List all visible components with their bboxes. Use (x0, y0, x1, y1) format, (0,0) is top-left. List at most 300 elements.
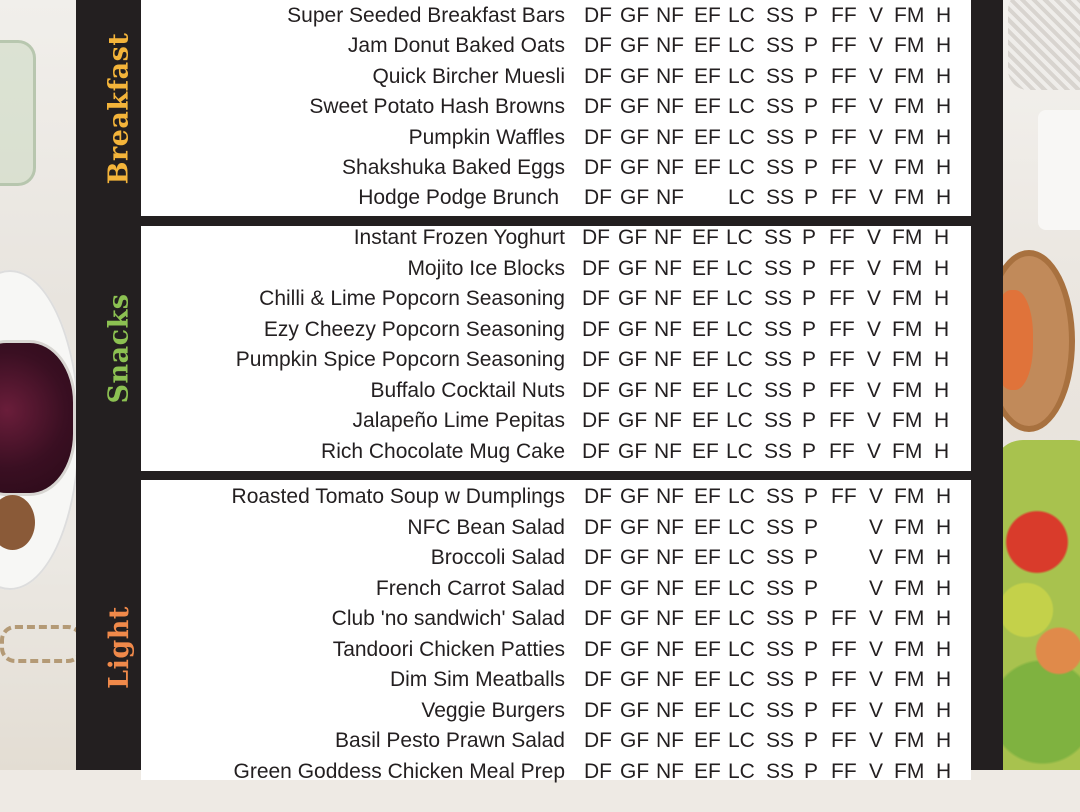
recipe-name: Basil Pesto Prawn Salad (335, 729, 565, 752)
diet-tag-ef: EF (694, 729, 721, 752)
diet-tag-ss: SS (766, 637, 795, 661)
diet-tag-lc: LC (728, 729, 755, 752)
diet-tag-ss: SS (766, 125, 795, 149)
diet-tag-h: H (936, 515, 952, 539)
diet-tag-v: V (869, 4, 884, 27)
diet-tag-p: P (802, 409, 817, 432)
diet-tag-lc: LC (726, 287, 753, 310)
diet-tag-df: DF (584, 668, 612, 691)
diet-tag-p: P (804, 64, 819, 88)
basket-image (1008, 0, 1080, 90)
recipe-name: Tandoori Chicken Patties (332, 637, 565, 661)
diet-tag-df: DF (584, 637, 612, 661)
section-label-light: Light (103, 605, 135, 689)
recipe-name: Rich Chocolate Mug Cake (321, 439, 565, 463)
diet-tag-nf: NF (656, 546, 684, 569)
diet-tag-ff: FF (829, 348, 855, 371)
diet-tag-gf: GF (620, 186, 650, 210)
diet-tag-lc: LC (726, 378, 753, 402)
diet-tag-p: P (802, 256, 817, 280)
diet-tag-h: H (936, 607, 952, 630)
diet-tag-ss: SS (764, 439, 793, 463)
diet-tag-ff: FF (829, 378, 855, 402)
diet-tag-v: V (869, 95, 884, 119)
diet-tag-nf: NF (656, 607, 684, 630)
diet-tag-fm: FM (894, 576, 925, 600)
diet-tag-lc: LC (728, 637, 755, 661)
diet-tag-p: P (804, 156, 819, 179)
recipe-name: Roasted Tomato Soup w Dumplings (231, 485, 565, 508)
diet-tag-ff: FF (831, 729, 857, 752)
diet-tag-ef: EF (694, 515, 721, 539)
diet-tag-p: P (802, 226, 817, 249)
diet-tag-df: DF (582, 226, 610, 249)
breakfast-panel (141, 0, 971, 216)
diet-tag-p: P (804, 759, 819, 783)
diet-tag-p: P (804, 546, 819, 569)
diet-tag-nf: NF (656, 156, 684, 179)
diet-tag-nf: NF (656, 515, 684, 539)
diet-tag-fm: FM (894, 4, 925, 27)
diet-tag-h: H (936, 546, 952, 569)
diet-tag-ef: EF (694, 125, 721, 149)
recipe-row (141, 223, 971, 253)
diet-tag-ef: EF (694, 64, 721, 88)
diet-tag-v: V (869, 698, 884, 722)
diet-tag-ss: SS (766, 95, 795, 119)
diet-tag-fm: FM (894, 759, 925, 783)
diet-tag-df: DF (582, 317, 610, 341)
diet-tag-v: V (869, 576, 884, 600)
diet-tag-ef: EF (694, 698, 721, 722)
diet-tag-ss: SS (764, 348, 793, 371)
diet-tag-df: DF (582, 378, 610, 402)
diet-tag-nf: NF (656, 637, 684, 661)
diet-tag-nf: NF (654, 317, 682, 341)
diet-tag-h: H (934, 317, 950, 341)
diet-tag-ff: FF (831, 95, 857, 119)
diet-tag-p: P (804, 4, 819, 27)
recipe-name: Veggie Burgers (421, 698, 565, 722)
diet-tag-df: DF (582, 256, 610, 280)
diet-tag-nf: NF (656, 186, 684, 210)
diet-tag-ef: EF (694, 156, 721, 179)
diet-tag-lc: LC (726, 256, 753, 280)
diet-tag-lc: LC (726, 317, 753, 341)
salad-bowl-image (1003, 440, 1080, 770)
recipe-row (141, 574, 971, 604)
diet-tag-ef: EF (692, 439, 719, 463)
diet-tag-h: H (936, 125, 952, 149)
recipe-name: Quick Bircher Muesli (372, 64, 565, 88)
diet-tag-ef: EF (694, 607, 721, 630)
diet-tag-gf: GF (620, 125, 650, 149)
diet-tag-ff: FF (831, 607, 857, 630)
diet-tag-lc: LC (728, 156, 755, 179)
recipe-name: Jalapeño Lime Pepitas (352, 409, 565, 432)
diet-tag-nf: NF (656, 125, 684, 149)
diet-tag-ef: EF (694, 759, 721, 783)
recipe-row (141, 345, 971, 375)
diet-tag-h: H (934, 409, 950, 432)
diet-tag-lc: LC (728, 485, 755, 508)
diet-tag-ef: EF (694, 34, 721, 58)
recipe-name: Sweet Potato Hash Browns (309, 95, 565, 119)
diet-tag-lc: LC (726, 439, 753, 463)
recipe-row (141, 757, 971, 787)
diet-tag-fm: FM (894, 546, 925, 569)
diet-tag-ss: SS (766, 576, 795, 600)
diet-tag-df: DF (584, 607, 612, 630)
diet-tag-ss: SS (766, 515, 795, 539)
diet-tag-fm: FM (894, 64, 925, 88)
diet-tag-p: P (804, 485, 819, 508)
recipe-row (141, 437, 971, 467)
diet-tag-lc: LC (728, 186, 755, 210)
recipe-row (141, 482, 971, 512)
diet-tag-h: H (936, 668, 952, 691)
recipe-row (141, 635, 971, 665)
diet-tag-nf: NF (656, 729, 684, 752)
diet-tag-gf: GF (620, 576, 650, 600)
recipe-name: Dim Sim Meatballs (389, 668, 565, 691)
recipe-name: Pumpkin Waffles (408, 125, 565, 149)
diet-tag-lc: LC (728, 95, 755, 119)
diet-tag-gf: GF (620, 95, 650, 119)
recipe-row (141, 513, 971, 543)
diet-tag-df: DF (584, 4, 612, 27)
diet-tag-fm: FM (892, 439, 923, 463)
diet-tag-lc: LC (728, 34, 755, 58)
section-label-snacks: Snacks (103, 293, 135, 404)
diet-tag-ff: FF (829, 226, 855, 249)
diet-tag-lc: LC (728, 759, 755, 783)
diet-tag-h: H (936, 186, 952, 210)
diet-tag-fm: FM (894, 34, 925, 58)
recipe-name: Jam Donut Baked Oats (347, 34, 565, 58)
diet-tag-p: P (804, 34, 819, 58)
diet-tag-nf: NF (654, 409, 682, 432)
diet-tag-nf: NF (654, 287, 682, 310)
cloth-image (1038, 110, 1080, 230)
diet-tag-p: P (802, 287, 817, 310)
diet-tag-ff: FF (829, 317, 855, 341)
diet-tag-gf: GF (620, 34, 650, 58)
diet-tag-ef: EF (694, 485, 721, 508)
diet-tag-ss: SS (766, 156, 795, 179)
diet-tag-fm: FM (892, 226, 923, 249)
recipe-row (141, 604, 971, 634)
diet-tag-nf: NF (654, 256, 682, 280)
diet-tag-ef: EF (694, 95, 721, 119)
diet-tag-gf: GF (618, 409, 648, 432)
rope-image (0, 625, 80, 663)
diet-tag-p: P (802, 317, 817, 341)
diet-tag-ss: SS (764, 378, 793, 402)
diet-tag-df: DF (582, 409, 610, 432)
recipe-row (141, 726, 971, 756)
diet-tag-v: V (869, 125, 884, 149)
diet-tag-v: V (869, 515, 884, 539)
diet-tag-df: DF (584, 186, 612, 210)
diet-tag-v: V (867, 348, 882, 371)
diet-tag-v: V (869, 607, 884, 630)
diet-tag-nf: NF (654, 226, 682, 249)
diet-tag-ss: SS (766, 485, 795, 508)
diet-tag-lc: LC (726, 348, 753, 371)
diet-tag-h: H (936, 156, 952, 179)
diet-tag-df: DF (584, 485, 612, 508)
diet-tag-lc: LC (728, 668, 755, 691)
diet-tag-ss: SS (766, 64, 795, 88)
diet-tag-gf: GF (620, 64, 650, 88)
diet-tag-h: H (936, 576, 952, 600)
diet-tag-nf: NF (656, 668, 684, 691)
diet-tag-v: V (869, 485, 884, 508)
diet-tag-h: H (934, 348, 950, 371)
diet-tag-ss: SS (764, 317, 793, 341)
recipe-row (141, 31, 971, 61)
berry-jam-bowl-image (0, 340, 76, 496)
diet-tag-v: V (869, 668, 884, 691)
recipe-row (141, 254, 971, 284)
diet-tag-nf: NF (656, 34, 684, 58)
diet-tag-gf: GF (620, 637, 650, 661)
diet-tag-ef: EF (692, 317, 719, 341)
recipe-name: Buffalo Cocktail Nuts (370, 378, 565, 402)
diet-tag-lc: LC (728, 546, 755, 569)
diet-tag-lc: LC (728, 515, 755, 539)
diet-tag-ff: FF (831, 64, 857, 88)
diet-tag-df: DF (584, 729, 612, 752)
diet-tag-gf: GF (620, 729, 650, 752)
diet-tag-df: DF (584, 95, 612, 119)
diet-tag-nf: NF (656, 759, 684, 783)
diet-tag-df: DF (582, 348, 610, 371)
diet-tag-v: V (869, 759, 884, 783)
recipe-name: Super Seeded Breakfast Bars (287, 4, 565, 27)
recipe-name: Hodge Podge Brunch (358, 186, 559, 210)
diet-tag-ss: SS (766, 668, 795, 691)
diet-tag-v: V (867, 317, 882, 341)
diet-tag-v: V (867, 256, 882, 280)
diet-tag-gf: GF (620, 485, 650, 508)
diet-tag-v: V (867, 226, 882, 249)
diet-tag-p: P (802, 348, 817, 371)
diet-tag-h: H (934, 256, 950, 280)
recipe-name: French Carrot Salad (375, 576, 565, 600)
diet-tag-p: P (804, 515, 819, 539)
diet-tag-ff: FF (831, 637, 857, 661)
diet-tag-gf: GF (618, 439, 648, 463)
right-food-photo (1003, 0, 1080, 770)
diet-tag-v: V (867, 439, 882, 463)
diet-tag-ss: SS (766, 4, 795, 27)
diet-tag-lc: LC (728, 698, 755, 722)
diet-tag-ef: EF (694, 4, 721, 27)
diet-tag-v: V (869, 637, 884, 661)
diet-tag-ff: FF (829, 439, 855, 463)
diet-tag-fm: FM (894, 125, 925, 149)
diet-tag-nf: NF (656, 698, 684, 722)
diet-tag-nf: NF (654, 348, 682, 371)
diet-tag-ss: SS (766, 34, 795, 58)
diet-tag-ff: FF (831, 125, 857, 149)
diet-tag-gf: GF (618, 256, 648, 280)
diet-tag-ff: FF (831, 698, 857, 722)
recipe-name: Shakshuka Baked Eggs (342, 156, 565, 179)
diet-tag-ef: EF (692, 348, 719, 371)
recipe-row (141, 1, 971, 31)
diet-tag-ff: FF (831, 759, 857, 783)
diet-tag-gf: GF (618, 287, 648, 310)
diet-tag-ss: SS (766, 759, 795, 783)
diet-tag-ff: FF (831, 186, 857, 210)
recipe-name: Chilli & Lime Popcorn Seasoning (259, 287, 565, 310)
diet-tag-lc: LC (728, 64, 755, 88)
diet-tag-gf: GF (620, 607, 650, 630)
recipe-row (141, 696, 971, 726)
diet-tag-h: H (934, 439, 950, 463)
diet-tag-nf: NF (654, 378, 682, 402)
diet-tag-p: P (804, 125, 819, 149)
diet-tag-nf: NF (656, 576, 684, 600)
recipe-name: Ezy Cheezy Popcorn Seasoning (263, 317, 565, 341)
diet-tag-v: V (869, 729, 884, 752)
diet-tag-gf: GF (620, 156, 650, 179)
diet-tag-ef: EF (694, 668, 721, 691)
diet-tag-fm: FM (894, 485, 925, 508)
diet-tag-p: P (804, 668, 819, 691)
diet-tag-p: P (804, 576, 819, 600)
diet-tag-h: H (936, 485, 952, 508)
diet-tag-ff: FF (831, 4, 857, 27)
diet-tag-nf: NF (656, 95, 684, 119)
diet-tag-v: V (869, 156, 884, 179)
recipe-name: NFC Bean Salad (407, 515, 565, 539)
diet-tag-h: H (936, 34, 952, 58)
diet-tag-nf: NF (654, 439, 682, 463)
diet-tag-ff: FF (831, 485, 857, 508)
diet-tag-ss: SS (764, 409, 793, 432)
diet-tag-p: P (804, 607, 819, 630)
diet-tag-df: DF (584, 515, 612, 539)
diet-tag-fm: FM (892, 348, 923, 371)
recipe-row (141, 406, 971, 436)
section-label-breakfast: Breakfast (103, 32, 135, 184)
diet-tag-h: H (936, 4, 952, 27)
diet-tag-gf: GF (620, 759, 650, 783)
diet-tag-nf: NF (656, 4, 684, 27)
recipe-row (141, 62, 971, 92)
diet-tag-fm: FM (892, 409, 923, 432)
diet-tag-ss: SS (764, 256, 793, 280)
recipe-row (141, 543, 971, 573)
diet-tag-fm: FM (892, 287, 923, 310)
diet-tag-gf: GF (620, 668, 650, 691)
diet-tag-fm: FM (894, 698, 925, 722)
recipe-row (141, 123, 971, 153)
diet-tag-h: H (936, 637, 952, 661)
recipe-name: Pumpkin Spice Popcorn Seasoning (235, 348, 565, 371)
diet-tag-v: V (867, 287, 882, 310)
diet-tag-ef: EF (694, 576, 721, 600)
recipe-name: Club 'no sandwich' Salad (331, 607, 565, 630)
diet-tag-nf: NF (656, 485, 684, 508)
diet-tag-ef: EF (694, 546, 721, 569)
diet-tag-h: H (936, 95, 952, 119)
diet-tag-df: DF (584, 34, 612, 58)
diet-tag-lc: LC (726, 409, 753, 432)
diet-tag-p: P (804, 186, 819, 210)
diet-tag-ff: FF (829, 256, 855, 280)
diet-tag-v: V (869, 64, 884, 88)
diet-tag-ef: EF (694, 637, 721, 661)
diet-tag-fm: FM (894, 668, 925, 691)
recipe-name: Instant Frozen Yoghurt (353, 226, 565, 249)
diet-tag-fm: FM (894, 95, 925, 119)
diet-tag-h: H (936, 64, 952, 88)
recipe-row (141, 665, 971, 695)
diet-tag-p: P (802, 378, 817, 402)
diet-tag-v: V (869, 186, 884, 210)
diet-tag-v: V (869, 34, 884, 58)
diet-tag-df: DF (584, 64, 612, 88)
diet-tag-p: P (804, 729, 819, 752)
diet-tag-fm: FM (894, 637, 925, 661)
glass-jar-image (0, 40, 36, 186)
diet-tag-lc: LC (728, 576, 755, 600)
diet-tag-df: DF (582, 439, 610, 463)
recipe-row (141, 92, 971, 122)
left-food-photo (0, 0, 80, 770)
diet-tag-fm: FM (894, 156, 925, 179)
diet-tag-fm: FM (894, 515, 925, 539)
diet-tag-ss: SS (766, 729, 795, 752)
recipe-name: Mojito Ice Blocks (407, 256, 565, 280)
diet-tag-ef: EF (692, 256, 719, 280)
diet-tag-p: P (802, 439, 817, 463)
diet-tag-df: DF (584, 546, 612, 569)
diet-tag-lc: LC (728, 4, 755, 27)
diet-tag-h: H (934, 287, 950, 310)
diet-tag-df: DF (582, 287, 610, 310)
recipe-row (141, 376, 971, 406)
diet-tag-ff: FF (831, 668, 857, 691)
diet-tag-lc: LC (728, 607, 755, 630)
diet-tag-df: DF (584, 576, 612, 600)
diet-tag-fm: FM (894, 607, 925, 630)
diet-tag-p: P (804, 95, 819, 119)
diet-tag-lc: LC (728, 125, 755, 149)
diet-tag-fm: FM (894, 729, 925, 752)
diet-tag-p: P (804, 637, 819, 661)
diet-tag-h: H (936, 729, 952, 752)
diet-tag-df: DF (584, 759, 612, 783)
diet-tag-ef: EF (692, 226, 719, 249)
diet-tag-ff: FF (831, 34, 857, 58)
diet-tag-gf: GF (618, 348, 648, 371)
diet-tag-ss: SS (766, 607, 795, 630)
diet-tag-fm: FM (892, 378, 923, 402)
diet-tag-df: DF (584, 156, 612, 179)
diet-tag-ff: FF (829, 287, 855, 310)
recipe-name: Broccoli Salad (430, 546, 565, 569)
diet-tag-ef: EF (692, 287, 719, 310)
diet-tag-fm: FM (894, 186, 925, 210)
diet-tag-v: V (869, 546, 884, 569)
diet-tag-lc: LC (726, 226, 753, 249)
